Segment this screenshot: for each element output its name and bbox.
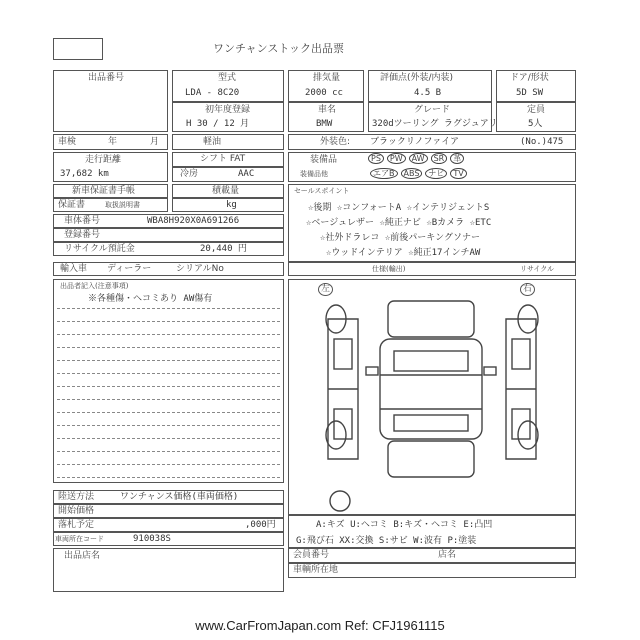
notes-ruled-line xyxy=(57,451,280,452)
exhibitor-label: 出品店名 xyxy=(64,551,101,561)
mileage-label: 走行距離 xyxy=(85,155,122,165)
chassis-label: 車体番号 xyxy=(64,216,101,226)
diagram-right-label: 右 xyxy=(520,283,535,296)
displacement-label: 排気量 xyxy=(313,73,341,83)
equipment-item: AW xyxy=(409,153,428,164)
extra-equipment-item: TV xyxy=(450,168,466,179)
recycle-value: 20,440 円 xyxy=(200,244,247,254)
sales-point-2: ☆ベージュレザー ☆純正ナビ ☆Bカメラ ☆ETC xyxy=(306,218,492,228)
warranty-book-label: 保証書 xyxy=(58,200,86,210)
company-label: 車両所在コード xyxy=(55,535,104,543)
sales-point-label: セールスポイント xyxy=(294,187,350,195)
color-number: (No.)475 xyxy=(520,137,564,147)
serial-label: シリアルNo xyxy=(176,264,224,274)
sales-point-4: ☆ウッドインテリア ☆純正17インチAW xyxy=(326,248,481,258)
first-reg-value: H 30 / 12 月 xyxy=(186,119,250,129)
notes-ruled-line xyxy=(57,347,280,348)
score-value: 4.5 B xyxy=(414,88,442,98)
lot-stamp-box xyxy=(53,38,103,60)
equipment-label: 装備品 xyxy=(310,155,338,165)
grade-label: グレード xyxy=(414,105,451,115)
dealer-label: ディーラー xyxy=(107,264,152,274)
import-label: 輸入車 xyxy=(60,264,88,274)
member-no-label: 会員番号 xyxy=(293,550,330,560)
fuel-label: 軽油 xyxy=(203,137,222,147)
sales-point-1: ☆後期 ☆コンフォートA ☆インテリジェントS xyxy=(308,203,490,213)
first-reg-label: 初年度登録 xyxy=(205,105,251,115)
notes-ruled-line xyxy=(57,425,280,426)
extra-equipment-item: エアB xyxy=(370,168,398,179)
displacement-value: 2000 cc xyxy=(305,88,343,98)
extra-equipment-label: 装備品他 xyxy=(300,170,328,178)
mileage-value: 37,682 km xyxy=(60,169,109,179)
notes-ruled-line xyxy=(57,412,280,413)
score-label: 評価点(外装/内装) xyxy=(380,73,454,83)
sales-point-3: ☆社外ドラレコ ☆前後パーキングソナー xyxy=(320,233,480,243)
transport-label: 陸送方法 xyxy=(58,492,95,502)
location-label: 車輌所在地 xyxy=(293,565,339,575)
reg-no-label: 登録番号 xyxy=(64,230,101,240)
watermark: www.CarFromJapan.com Ref: CFJ1961115 xyxy=(195,618,445,633)
load-unit: kg xyxy=(226,200,237,210)
equipment-item: PW xyxy=(387,153,406,164)
inspection-year: 年 xyxy=(108,137,118,147)
doors-label: ドア/形状 xyxy=(510,73,549,83)
capacity-label: 定員 xyxy=(527,105,546,115)
notes-ruled-line xyxy=(57,373,280,374)
fuel-cell xyxy=(172,134,284,150)
doors-value: 5D SW xyxy=(516,88,544,98)
extra-equipment-item: ABS xyxy=(401,168,423,179)
notes-ruled-line xyxy=(57,477,280,478)
exterior-color-value: ブラックリノファイア xyxy=(370,137,460,147)
extra-equipment-item: ナビ xyxy=(425,168,447,179)
spec-label: 仕様(輸出) xyxy=(372,265,406,273)
start-price-label: 開始価格 xyxy=(58,506,95,516)
ac-value: AAC xyxy=(238,169,255,179)
notes-ruled-line xyxy=(57,308,280,309)
recycle-label: リサイクル預託金 xyxy=(64,244,135,254)
recall-label: リサイクル xyxy=(520,265,555,273)
notes-ruled-line xyxy=(57,464,280,465)
diagram-left-label: 左 xyxy=(318,283,333,296)
warranty-label: 新車保証書手帳 xyxy=(72,186,136,196)
load-label: 積載量 xyxy=(212,186,240,196)
ac-label: 冷房 xyxy=(180,169,199,179)
inspection-month: 月 xyxy=(150,137,160,147)
grade-value: 320dツーリング ラグジュアリ xyxy=(372,119,498,129)
shift-label: シフト FAT xyxy=(200,154,246,164)
notes-ruled-line xyxy=(57,360,280,361)
manual-label: 取扱説明書 xyxy=(105,201,140,209)
model-label: 型式 xyxy=(218,73,237,83)
import-row xyxy=(53,262,284,276)
notes-ruled-line xyxy=(57,334,280,335)
model-value: LDA - 8C20 xyxy=(185,88,240,98)
equipment-item: SR xyxy=(431,153,448,164)
notes-line-1: ※各種傷・ヘコミあり AW傷有 xyxy=(88,294,213,304)
inspection-label: 車検 xyxy=(58,137,77,147)
notes-ruled-line xyxy=(57,399,280,400)
shop-label: 店名 xyxy=(438,550,457,560)
extra-equipment-items xyxy=(370,168,470,180)
transport-value: ワンチャンス価格(車両価格) xyxy=(120,492,239,502)
car-damage-diagram xyxy=(288,279,576,515)
company-value: 910038S xyxy=(133,534,171,544)
car-name-value: BMW xyxy=(316,119,333,129)
equipment-item: PS xyxy=(368,153,384,164)
equipment-item: 革 xyxy=(450,153,464,164)
legend-box xyxy=(288,515,576,548)
final-price-label: 落札予定 xyxy=(58,520,95,530)
legend-line-2: G:飛び石 XX:交換 S:サビ W:波有 P:塗装 xyxy=(296,536,477,546)
final-price-value: ,000円 xyxy=(245,520,276,530)
sheet-title: ワンチャンストック出品票 xyxy=(213,42,345,55)
member-cell xyxy=(288,548,576,563)
notes-ruled-line xyxy=(57,438,280,439)
exterior-color-label: 外装色: xyxy=(320,137,351,147)
notes-ruled-line xyxy=(57,321,280,322)
capacity-value: 5人 xyxy=(528,119,543,129)
lot-number-label: 出品番号 xyxy=(88,73,125,83)
chassis-value: WBA8H920X0A691266 xyxy=(147,216,240,226)
notes-header: 出品者記入(注意事項) xyxy=(60,282,129,290)
notes-box xyxy=(53,279,284,483)
equipment-items xyxy=(368,153,467,165)
notes-ruled-line xyxy=(57,386,280,387)
legend-line-1: A:キズ U:ヘコミ B:キズ・ヘコミ E:凸凹 xyxy=(316,520,493,530)
car-name-label: 車名 xyxy=(318,105,337,115)
